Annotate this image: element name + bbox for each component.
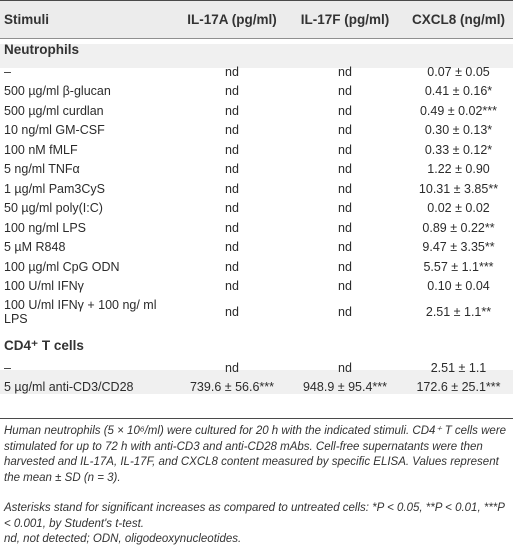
stimulus-cell: 5 µg/ml anti-CD3/CD28 [4, 380, 134, 395]
il17a-cell: nd [225, 240, 239, 255]
table-row [0, 277, 513, 297]
stimulus-cell: 5 ng/ml TNFα [4, 162, 80, 177]
il17f-cell: nd [338, 305, 352, 319]
section-header-row [0, 334, 513, 358]
il17f-cell: nd [338, 279, 352, 294]
il17a-cell: nd [225, 84, 239, 99]
il17a-cell: nd [225, 64, 239, 79]
table-row [0, 140, 513, 160]
il17a-cell: nd [225, 360, 239, 375]
cxcl8-cell: 0.02 ± 0.02 [427, 201, 490, 216]
il17a-cell: nd [225, 123, 239, 138]
il17a-cell: nd [225, 142, 239, 157]
il17a-cell: nd [225, 305, 239, 319]
stimulus-cell: 100 U/ml IFNγ + 100 ng/ ml LPS [4, 298, 157, 326]
cxcl8-cell: 0.89 ± 0.22** [422, 220, 495, 235]
section-title: Neutrophils [4, 42, 80, 57]
cxcl8-cell: 2.51 ± 1.1 [430, 360, 487, 375]
il17f-cell: nd [338, 220, 352, 235]
table-row [0, 296, 513, 328]
stimulus-cell: 10 ng/ml GM-CSF [4, 123, 105, 138]
column-header-il17f: IL-17F (pg/ml) [300, 11, 390, 27]
il17a-cell: nd [225, 103, 239, 118]
cxcl8-cell: 0.41 ± 0.16* [424, 84, 493, 99]
il17f-cell: 948.9 ± 95.4*** [302, 380, 387, 395]
stimulus-cell: 50 µg/ml poly(I:C) [4, 201, 103, 216]
footnote-abbreviations: nd, not detected; ODN, oligodeoxynucleotides. [4, 533, 242, 545]
il17f-cell: nd [338, 240, 352, 255]
stimulus-cell: 100 U/ml IFNγ [4, 279, 84, 294]
footnote-methods: Human neutrophils (5 × 10⁶/ml) were cultured for 20 h with the indicated stimuli. CD4⁺ T cells were stimulated for up to 72 h with anti-CD3 and anti-CD28 mAbs. Cell-free supernatants were then harvested and IL-17A, IL-17F, and CXCL8 content measured by specific ELISA. Values represent the mean ± SD (n = 3). [4, 425, 507, 484]
stimulus-cell: – [4, 360, 11, 375]
column-header-stimuli: Stimuli [4, 11, 50, 27]
il17a-cell: nd [225, 201, 239, 216]
header-row [0, 0, 513, 38]
stimulus-cell: 100 µg/ml CpG ODN [4, 259, 120, 274]
stimulus-cell: 1 µg/ml Pam3CyS [4, 181, 105, 196]
cxcl8-cell: 2.51 ± 1.1** [425, 305, 492, 319]
il17f-cell: nd [338, 360, 352, 375]
cxcl8-cell: 1.22 ± 0.90 [427, 162, 490, 177]
il17f-cell: nd [338, 162, 352, 177]
table-row [0, 238, 513, 258]
footnote-significance: Asterisks stand for significant increases as compared to untreated cells: *P < 0.05, **P < 0.01, ***P < 0.001, by Student's t-test. [4, 502, 505, 530]
table-row [0, 358, 513, 378]
table-row [0, 82, 513, 102]
il17f-cell: nd [338, 142, 352, 157]
il17f-cell: nd [338, 64, 352, 79]
cxcl8-cell: 10.31 ± 3.85** [418, 181, 499, 196]
stimulus-cell: 100 ng/ml LPS [4, 220, 86, 235]
cxcl8-cell: 9.47 ± 3.35** [422, 240, 495, 255]
stimulus-cell: 500 µg/ml β-glucan [4, 84, 111, 99]
il17a-cell: nd [225, 279, 239, 294]
stimulus-cell: 500 µg/ml curdlan [4, 103, 104, 118]
il17f-cell: nd [338, 103, 352, 118]
table-row [0, 62, 513, 82]
il17a-cell: 739.6 ± 56.6*** [189, 380, 274, 395]
cxcl8-cell: 172.6 ± 25.1*** [416, 380, 501, 395]
stimulus-cell: 100 nM fMLF [4, 142, 78, 157]
table-row [0, 199, 513, 219]
cxcl8-cell: 0.30 ± 0.13* [424, 123, 493, 138]
cxcl8-cell: 5.57 ± 1.1*** [423, 259, 494, 274]
table-row [0, 160, 513, 180]
il17a-cell: nd [225, 259, 239, 274]
il17a-cell: nd [225, 162, 239, 177]
il17f-cell: nd [338, 181, 352, 196]
il17a-cell: nd [225, 220, 239, 235]
stimulus-cell: – [4, 64, 11, 79]
section-header-row [0, 38, 513, 62]
il17f-cell: nd [338, 123, 352, 138]
stimulus-cell: 5 µM R848 [4, 240, 66, 255]
cxcl8-cell: 0.33 ± 0.12* [424, 142, 493, 157]
table-row [0, 257, 513, 277]
bottom-rule [0, 418, 513, 419]
section-title: CD4⁺ T cells [4, 338, 84, 353]
table-row [0, 378, 513, 398]
table-row [0, 101, 513, 121]
cxcl8-cell: 0.49 ± 0.02*** [419, 103, 498, 118]
cxcl8-cell: 0.10 ± 0.04 [427, 279, 490, 294]
column-header-il17a: IL-17A (pg/ml) [187, 11, 277, 27]
table-row [0, 179, 513, 199]
column-header-cxcl8: CXCL8 (ng/ml) [412, 11, 505, 27]
il17f-cell: nd [338, 84, 352, 99]
il17a-cell: nd [225, 181, 239, 196]
il17f-cell: nd [338, 201, 352, 216]
il17f-cell: nd [338, 259, 352, 274]
table-row [0, 121, 513, 141]
table-row [0, 218, 513, 238]
cxcl8-cell: 0.07 ± 0.05 [427, 64, 490, 79]
